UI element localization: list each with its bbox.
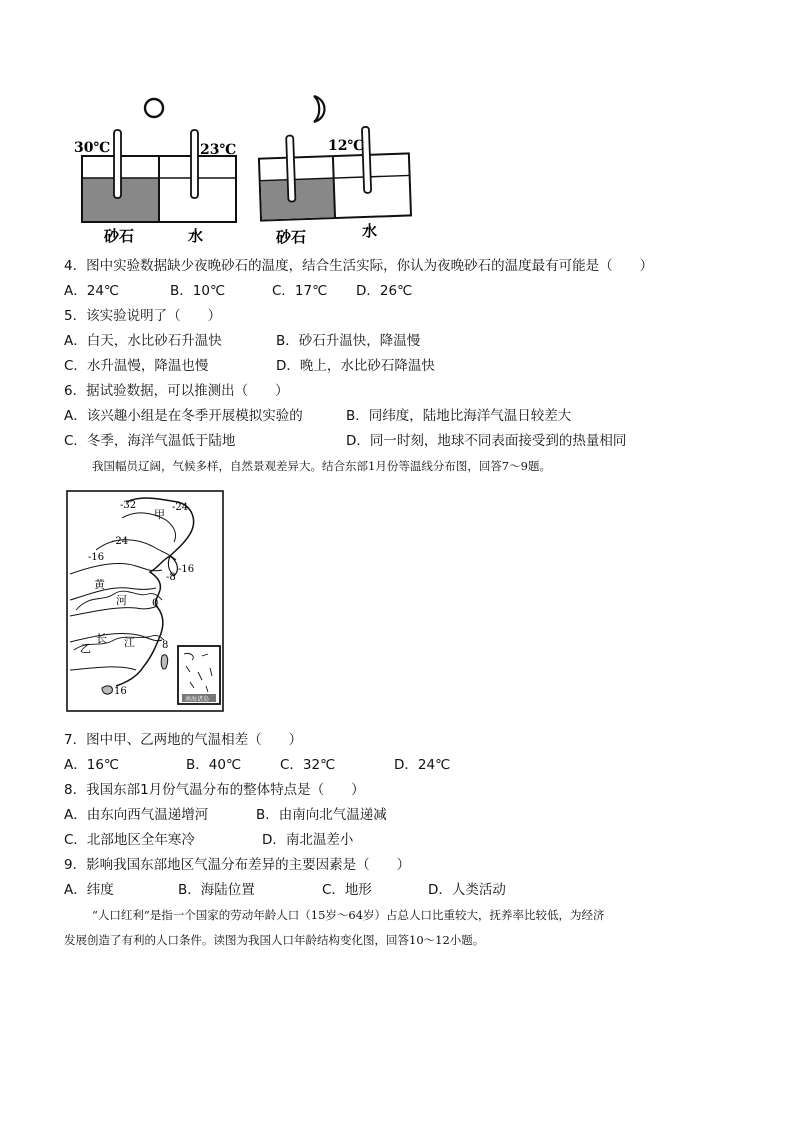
question-7-option-a: A．16℃ <box>64 757 120 773</box>
question-8-option-c: C．北部地区全年寒冷 <box>64 832 195 848</box>
thermometer-day-water <box>191 130 198 198</box>
river-label: 长 <box>96 632 107 645</box>
question-8-stem: 8．我国东部1月份气温分布的整体特点是（ ） <box>64 782 365 798</box>
question-4-option-b: B．10℃ <box>170 283 226 299</box>
question-9-option-b: B．海陆位置 <box>178 882 255 898</box>
question-5-option-a: A．白天，水比砂石升温快 <box>64 333 222 349</box>
isotherm-label: 0 <box>152 598 159 609</box>
day-water-temp: 23℃ <box>200 142 237 158</box>
isotherm-label: 8 <box>162 640 169 651</box>
river-label: 江 <box>124 636 135 649</box>
hainan-island <box>102 686 112 694</box>
question-7-option-d: D．24℃ <box>394 757 451 773</box>
question-7-option-c: C．32℃ <box>280 757 336 773</box>
place-jia: 甲 <box>154 508 165 521</box>
isotherm-label: -16 <box>88 552 105 563</box>
thermometer-night-water <box>362 127 371 193</box>
question-6-option-b: B．同纬度，陆地比海洋气温日较差大 <box>346 408 572 424</box>
night-sand-label: 砂石 <box>276 228 307 246</box>
day-water-label: 水 <box>188 227 204 245</box>
south-china-sea-inset <box>178 646 220 704</box>
question-6-stem: 6．据试验数据，可以推测出（ ） <box>64 383 289 399</box>
question-9-option-a: A．纬度 <box>64 882 114 898</box>
isotherm-map <box>66 490 226 714</box>
experiment-figure <box>66 88 426 250</box>
taiwan-island <box>161 655 167 669</box>
question-8-option-d: D．南北温差小 <box>262 832 354 848</box>
moon-icon <box>314 96 325 122</box>
place-yi: 乙 <box>80 642 91 655</box>
isotherm-label: 16 <box>114 686 127 697</box>
question-6-option-a: A．该兴趣小组是在冬季开展模拟实验的 <box>64 408 303 424</box>
question-5-option-d: D．晚上，水比砂石降温快 <box>276 358 435 374</box>
isotherm-label: -8 <box>166 572 176 583</box>
thermometer-night-sand <box>286 135 295 201</box>
question-4-option-a: A．24℃ <box>64 283 120 299</box>
intro-questions-10-12-line-2: 发展创造了有利的人口条件。读图为我国人口年龄结构变化图，回答10～12小题。 <box>64 933 485 947</box>
question-6-option-c: C．冬季，海洋气温低于陆地 <box>64 433 236 449</box>
river-label: 河 <box>116 594 127 607</box>
question-5-stem: 5．该实验说明了（ ） <box>64 308 222 324</box>
night-water-label: 水 <box>362 222 378 240</box>
inset-label: 南海诸岛 <box>185 696 210 703</box>
question-5-option-b: B．砂石升温快，降温慢 <box>276 333 421 349</box>
intro-questions-10-12-line-1: “人口红利”是指一个国家的劳动年龄人口（15岁～64岁）占总人口比重较大，抚养率比较低，为经济 <box>92 908 605 922</box>
question-4-option-c: C．17℃ <box>272 283 328 299</box>
sun-icon <box>145 99 163 117</box>
question-4-stem: 4．图中实验数据缺少夜晚砂石的温度，结合生活实际，你认为夜晚砂石的温度最有可能是（ ） <box>64 258 654 274</box>
isotherm-label: -16 <box>178 564 195 575</box>
question-9-stem: 9．影响我国东部地区气温分布差异的主要因素是（ ） <box>64 857 411 873</box>
isotherm-label: -24 <box>172 502 189 513</box>
question-8-option-b: B．由南向北气温递减 <box>256 807 387 823</box>
question-5-option-c: C．水升温慢，降温也慢 <box>64 358 209 374</box>
question-7-stem: 7．图中甲、乙两地的气温相差（ ） <box>64 732 303 748</box>
day-sand-label: 砂石 <box>104 227 135 245</box>
intro-questions-7-9: 我国幅员辽阔，气候多样，自然景观差异大。结合东部1月份等温线分布图，回答7～9题。 <box>92 459 551 473</box>
question-8-option-a: A．由东向西气温递增河 <box>64 807 209 823</box>
night-water-temp: 12℃ <box>328 138 365 154</box>
question-9-option-d: D．人类活动 <box>428 882 506 898</box>
day-container <box>74 130 236 245</box>
isotherm-label: -24 <box>112 536 129 547</box>
question-4-option-d: D．26℃ <box>356 283 413 299</box>
question-7-option-b: B．40℃ <box>186 757 242 773</box>
isotherm-label: -32 <box>120 500 137 511</box>
thermometer-day-sand <box>114 130 121 198</box>
question-9-option-c: C．地形 <box>322 882 372 898</box>
question-6-option-d: D．同一时刻，地球不同表面接受到的热量相同 <box>346 433 627 449</box>
day-sand-temp: 30℃ <box>74 140 111 156</box>
river-label: 黄 <box>94 578 105 591</box>
